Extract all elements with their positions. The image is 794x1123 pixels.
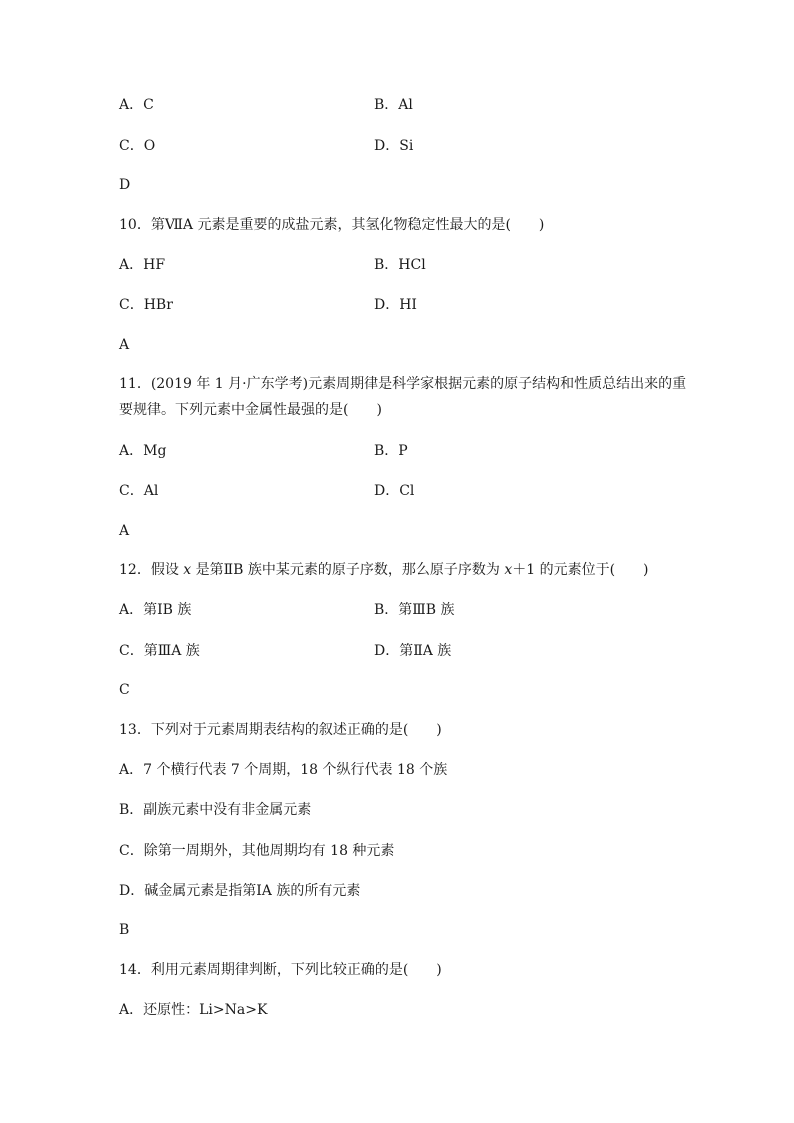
- q13-stem: 13．下列对于元素周期表结构的叙述正确的是( ): [119, 722, 442, 738]
- q9-option-d: D．Si: [374, 138, 414, 154]
- q11-stem-line2: 要规律。下列元素中金属性最强的是( ): [119, 402, 382, 418]
- q13-option-c: C．除第一周期外，其他周期均有 18 种元素: [119, 843, 395, 859]
- q11-stem-line1: 11．(2019 年 1 月·广东学考)元素周期律是科学家根据元素的原子结构和性质总结出来的重: [119, 376, 687, 392]
- q9-option-a: A．C: [119, 97, 154, 113]
- q13-option-d: D．碱金属元素是指第ⅠA 族的所有元素: [119, 883, 361, 899]
- q9-option-b: B．Al: [374, 97, 413, 113]
- q11-answer: A: [119, 523, 130, 539]
- q10-option-c: C．HBr: [119, 297, 173, 313]
- q12-stem-part1: 12．假设: [119, 562, 184, 578]
- q12-option-d: D．第ⅡA 族: [374, 643, 452, 659]
- q10-option-b: B．HCl: [374, 257, 426, 273]
- q12-variable-x: x: [183, 562, 192, 578]
- q11-option-d: D．Cl: [374, 483, 415, 499]
- q11-option-a: A．Mg: [119, 443, 167, 459]
- q10-option-d: D．HI: [374, 297, 417, 313]
- q13-answer: B: [119, 922, 130, 938]
- q12-option-a: A．第ⅠB 族: [119, 602, 192, 618]
- q12-stem: [119, 560, 649, 580]
- q10-stem: 10．第ⅦA 元素是重要的成盐元素，其氢化物稳定性最大的是( ): [119, 217, 545, 233]
- q12-option-b: B．第ⅢB 族: [374, 602, 455, 618]
- q12-variable-x2: x: [504, 562, 513, 578]
- q10-answer: A: [119, 337, 130, 353]
- q12-option-c: C．第ⅢA 族: [119, 643, 200, 659]
- q12-answer: C: [119, 682, 130, 698]
- q12-stem-part3: ＋1 的元素位于( ): [512, 562, 649, 578]
- q11-option-b: B．P: [374, 443, 408, 459]
- q9-option-c: C．O: [119, 138, 156, 154]
- q14-option-a: A．还原性：Li>Na>K: [119, 1002, 268, 1018]
- q9-answer: D: [119, 177, 131, 193]
- q11-option-c: C．Al: [119, 483, 159, 499]
- q14-stem: 14．利用元素周期律判断，下列比较正确的是( ): [119, 962, 442, 978]
- q10-option-a: A．HF: [119, 257, 166, 273]
- q13-option-b: B．副族元素中没有非金属元素: [119, 802, 312, 818]
- q12-stem-part2: 是第ⅡB 族中某元素的原子序数，那么原子序数为: [191, 562, 505, 578]
- q13-option-a: A．7 个横行代表 7 个周期，18 个纵行代表 18 个族: [119, 762, 448, 778]
